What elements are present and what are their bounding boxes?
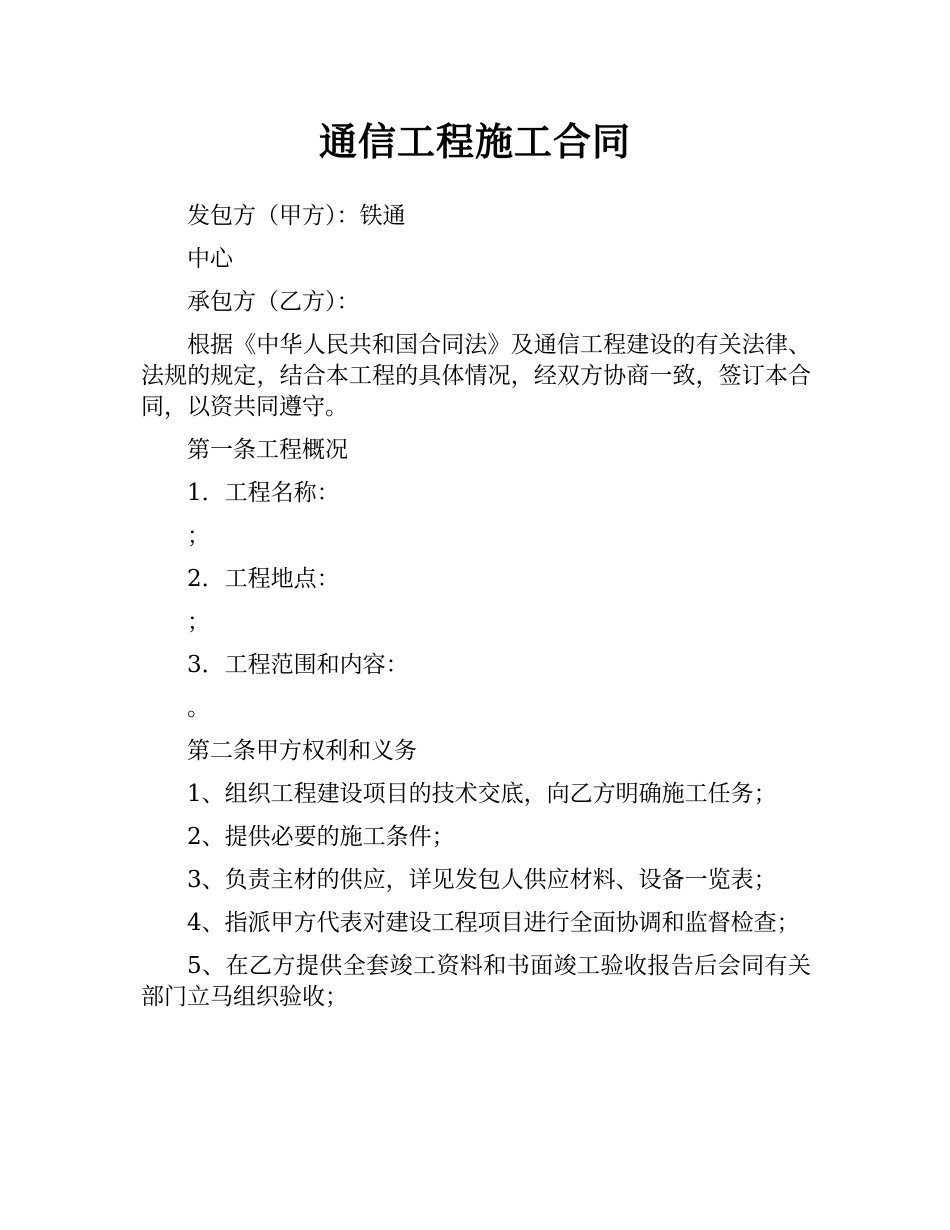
section-heading-1: 第一条工程概况	[187, 437, 348, 463]
paragraph-project-name: 1．工程名称：	[187, 480, 340, 506]
paragraph-project-location: 2．工程地点：	[187, 566, 340, 592]
paragraph-item-4: 4、指派甲方代表对建设工程项目进行全面协调和监督检查；	[187, 910, 800, 936]
paragraph-blank-3: 。	[187, 695, 210, 721]
paragraph-project-scope: 3．工程范围和内容：	[187, 652, 409, 678]
paragraph-item-5: 5、在乙方提供全套竣工资料和书面竣工验收报告后会同有关部门立马组织验收；	[141, 953, 811, 1010]
section-heading-2: 第二条甲方权利和义务	[187, 738, 417, 764]
paragraph-blank-1: ；	[187, 523, 210, 549]
paragraph-party-b: 承包方（乙方）：	[187, 289, 360, 315]
paragraph-item-2: 2、提供必要的施工条件；	[187, 824, 455, 850]
paragraph-item-1: 1、组织工程建设项目的技术交底，向乙方明确施工任务；	[187, 781, 777, 807]
paragraph-blank-2: ；	[187, 609, 210, 635]
paragraph-preamble: 根据《中华人民共和国合同法》及通信工程建设的有关法律、法规的规定，结合本工程的具体情况，经双方协商一致，签订本合同，以资共同遵守。	[141, 332, 811, 420]
document-title: 通信工程施工合同	[318, 120, 631, 164]
paragraph-party-a: 发包方（甲方）：铁通	[187, 203, 406, 229]
paragraph-party-a-cont: 中心	[187, 246, 233, 272]
document-body	[141, 201, 811, 1025]
paragraph-item-3: 3、负责主材的供应，详见发包人供应材料、设备一览表；	[187, 867, 777, 893]
